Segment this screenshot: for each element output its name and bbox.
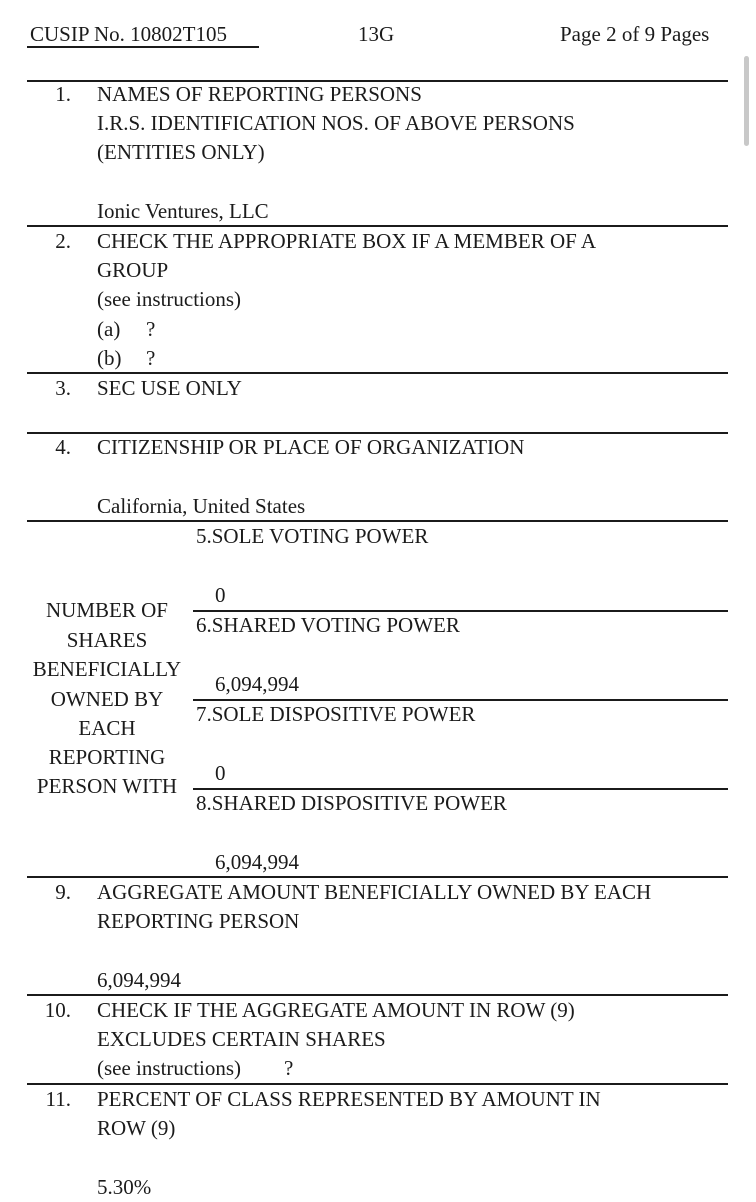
row-label: PERCENT OF CLASS REPRESENTED BY AMOUNT IN <box>97 1087 601 1111</box>
row-label: ROW (9) <box>97 1116 176 1140</box>
sole-dispositive-power-value: 0 <box>215 761 226 785</box>
side-label-line: BENEFICIALLY <box>32 657 182 681</box>
shared-dispositive-power-label <box>196 789 507 818</box>
item-number: 5. <box>196 524 212 548</box>
shared-voting-power-value: 6,094,994 <box>215 672 299 696</box>
citizenship-value: California, United States <box>97 494 306 518</box>
row-label: CHECK THE APPROPRIATE BOX IF A MEMBER OF A <box>97 229 597 253</box>
option-b-label: (b) <box>97 346 122 370</box>
row-number: 10. <box>44 998 71 1022</box>
shared-dispositive-power-value: 6,094,994 <box>215 850 299 874</box>
scrollbar-thumb[interactable] <box>744 56 749 146</box>
row-label: NAMES OF REPORTING PERSONS <box>97 82 422 106</box>
row-label: GROUP <box>97 258 169 282</box>
side-label-line: EACH <box>78 716 136 740</box>
row-label: CHECK IF THE AGGREGATE AMOUNT IN ROW (9) <box>97 998 575 1022</box>
row-label: I.R.S. IDENTIFICATION NOS. OF ABOVE PERSONS <box>97 111 575 135</box>
row-number: 2. <box>55 229 71 253</box>
side-label-line: OWNED BY <box>50 687 164 711</box>
option-a-checkbox[interactable]: ? <box>146 317 156 341</box>
item-label: SOLE VOTING POWER <box>211 524 429 548</box>
item-label: SHARED VOTING POWER <box>211 613 460 637</box>
row-label: (see instructions) <box>97 1056 242 1080</box>
cusip-underline <box>27 46 259 48</box>
row-number: 11. <box>45 1087 71 1111</box>
item-number: 7. <box>196 702 212 726</box>
row-label: EXCLUDES CERTAIN SHARES <box>97 1027 386 1051</box>
sole-voting-power-value: 0 <box>215 583 226 607</box>
item-label: SOLE DISPOSITIVE POWER <box>211 702 476 726</box>
option-b-checkbox[interactable]: ? <box>146 346 156 370</box>
side-label-line: NUMBER OF <box>46 598 168 622</box>
excludes-shares-checkbox[interactable]: ? <box>284 1056 294 1080</box>
row-label: CITIZENSHIP OR PLACE OF ORGANIZATION <box>97 435 525 459</box>
option-a-label: (a) <box>97 317 121 341</box>
row-label: (see instructions) <box>97 287 242 311</box>
row-label: AGGREGATE AMOUNT BENEFICIALLY OWNED BY EACH <box>97 880 652 904</box>
side-label-line: REPORTING <box>48 745 166 769</box>
item-number: 8. <box>196 791 212 815</box>
item-number: 6. <box>196 613 212 637</box>
reporting-person-name: Ionic Ventures, LLC <box>97 199 269 223</box>
side-label-line: PERSON WITH <box>36 774 178 798</box>
row-number: 1. <box>55 82 71 106</box>
row-label: REPORTING PERSON <box>97 909 300 933</box>
row-label: (ENTITIES ONLY) <box>97 140 265 164</box>
row-number: 9. <box>55 880 71 904</box>
row-number: 3. <box>55 376 71 400</box>
percent-of-class-value: 5.30% <box>97 1175 152 1199</box>
item-label: SHARED DISPOSITIVE POWER <box>211 791 507 815</box>
sole-dispositive-power-label <box>196 700 475 729</box>
side-label-line: SHARES <box>66 628 148 652</box>
page-indicator: Page 2 of 9 Pages <box>560 22 710 46</box>
aggregate-amount-value: 6,094,994 <box>97 968 181 992</box>
shared-voting-power-label <box>196 611 460 640</box>
form-type: 13G <box>358 22 395 46</box>
sole-voting-power-label <box>196 522 428 551</box>
row-number: 4. <box>55 435 71 459</box>
cusip-number: CUSIP No. 10802T105 <box>30 22 227 46</box>
row-label: SEC USE ONLY <box>97 376 242 400</box>
